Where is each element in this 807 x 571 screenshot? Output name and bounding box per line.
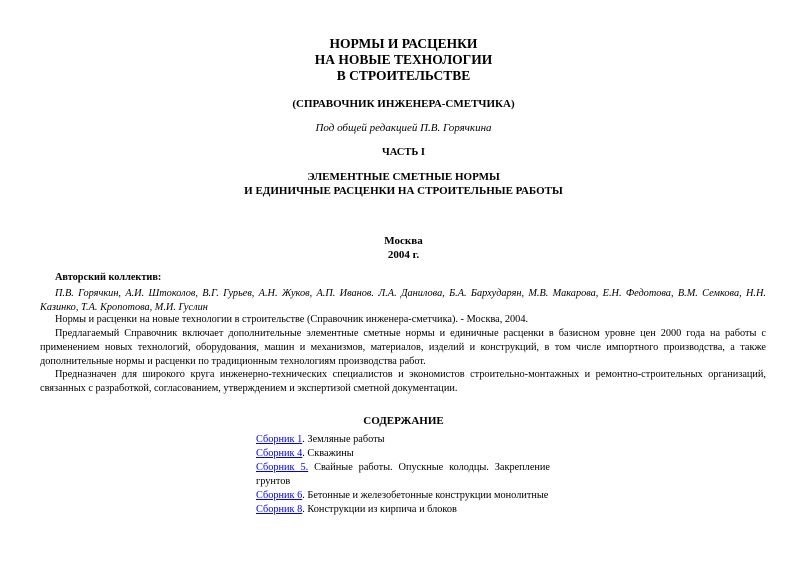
description-paragraph: Предлагаемый Справочник включает дополнительные элементные сметные нормы и единичные расценки в базисном уровне цен 2000 года на работы с применением новых технологий, оборудования, машин и механизмов, материалов, изделий и конструкций, в том числе импортного производства, а также дополнительные нормы и расценки по традиционным технологиям производства работ. [40, 328, 766, 367]
part-heading: ЧАСТЬ I [381, 147, 425, 158]
table-of-contents [256, 433, 550, 517]
toc-item-title: . Земляные работы [302, 434, 385, 445]
toc-link-collection-4[interactable]: Сборник 4 [256, 448, 303, 459]
toc-item-title: . Скважины [302, 448, 354, 459]
part-title-line-1: ЭЛЕМЕНТНЫЕ СМЕТНЫЕ НОРМЫ [307, 171, 500, 183]
citation-text: Нормы и расценки на новые технологии в строительстве (Справочник инженера-сметчика). - Москва, 2004. [55, 314, 529, 325]
toc-item [256, 433, 550, 447]
toc-item-title: . Конструкции из кирпича и блоков [302, 504, 457, 515]
publication-year: 2004 г. [387, 249, 420, 261]
toc-item [256, 503, 550, 517]
part-title [0, 170, 807, 198]
title-line-3: В СТРОИТЕЛЬСТВЕ [336, 68, 471, 83]
authors-list: П.В. Горячкин, А.И. Штоколов, В.Г. Гурьев, А.Н. Жуков, А.П. Иванов. Л.А. Данилова, Б.А. Бархударян, М.В. Макарова, Е.Н. Федотова, В.М. Семкова, Н.Н. Казинко, Т.А. Кропотова, М.И. Гуслин [40, 288, 766, 313]
toc-item [256, 447, 550, 461]
part-title-line-2: И ЕДИНИЧНЫЕ РАСЦЕНКИ НА СТРОИТЕЛЬНЫЕ РАБОТЫ [244, 185, 563, 197]
title-line-2: НА НОВЫЕ ТЕХНОЛОГИИ [314, 52, 493, 67]
document-subtitle: (СПРАВОЧНИК ИНЖЕНЕРА-СМЕТЧИКА) [292, 98, 515, 110]
toc-item [256, 461, 550, 489]
toc-link-collection-8[interactable]: Сборник 8 [256, 504, 303, 515]
toc-link-collection-6[interactable]: Сборник 6 [256, 490, 303, 501]
document-title [0, 36, 807, 84]
audience-paragraph: Предназначен для широкого круга инженерно-технических специалистов и экономистов строительно-монтажных и ремонтно-строительных организаций, связанных с разработкой, согласованием, утверждением и экспертизой сметной документации. [40, 369, 766, 394]
toc-item-title: . Бетонные и железобетонные конструкции монолитные [302, 490, 549, 501]
publication-city: Москва [384, 235, 423, 247]
authors-heading: Авторский коллектив: [55, 272, 162, 283]
publication-info [0, 234, 807, 262]
toc-link-collection-5[interactable]: Сборник 5. [256, 462, 309, 473]
toc-item [256, 489, 550, 503]
toc-link-collection-1[interactable]: Сборник 1 [256, 434, 303, 445]
toc-heading: СОДЕРЖАНИЕ [363, 415, 444, 427]
editor-line: Под общей редакцией П.В. Горячкина [315, 122, 492, 134]
title-line-1: НОРМЫ И РАСЦЕНКИ [329, 36, 478, 51]
toc-item-title: Свайные работы. Опускные колодцы. Закрепление грунтов [256, 462, 550, 487]
